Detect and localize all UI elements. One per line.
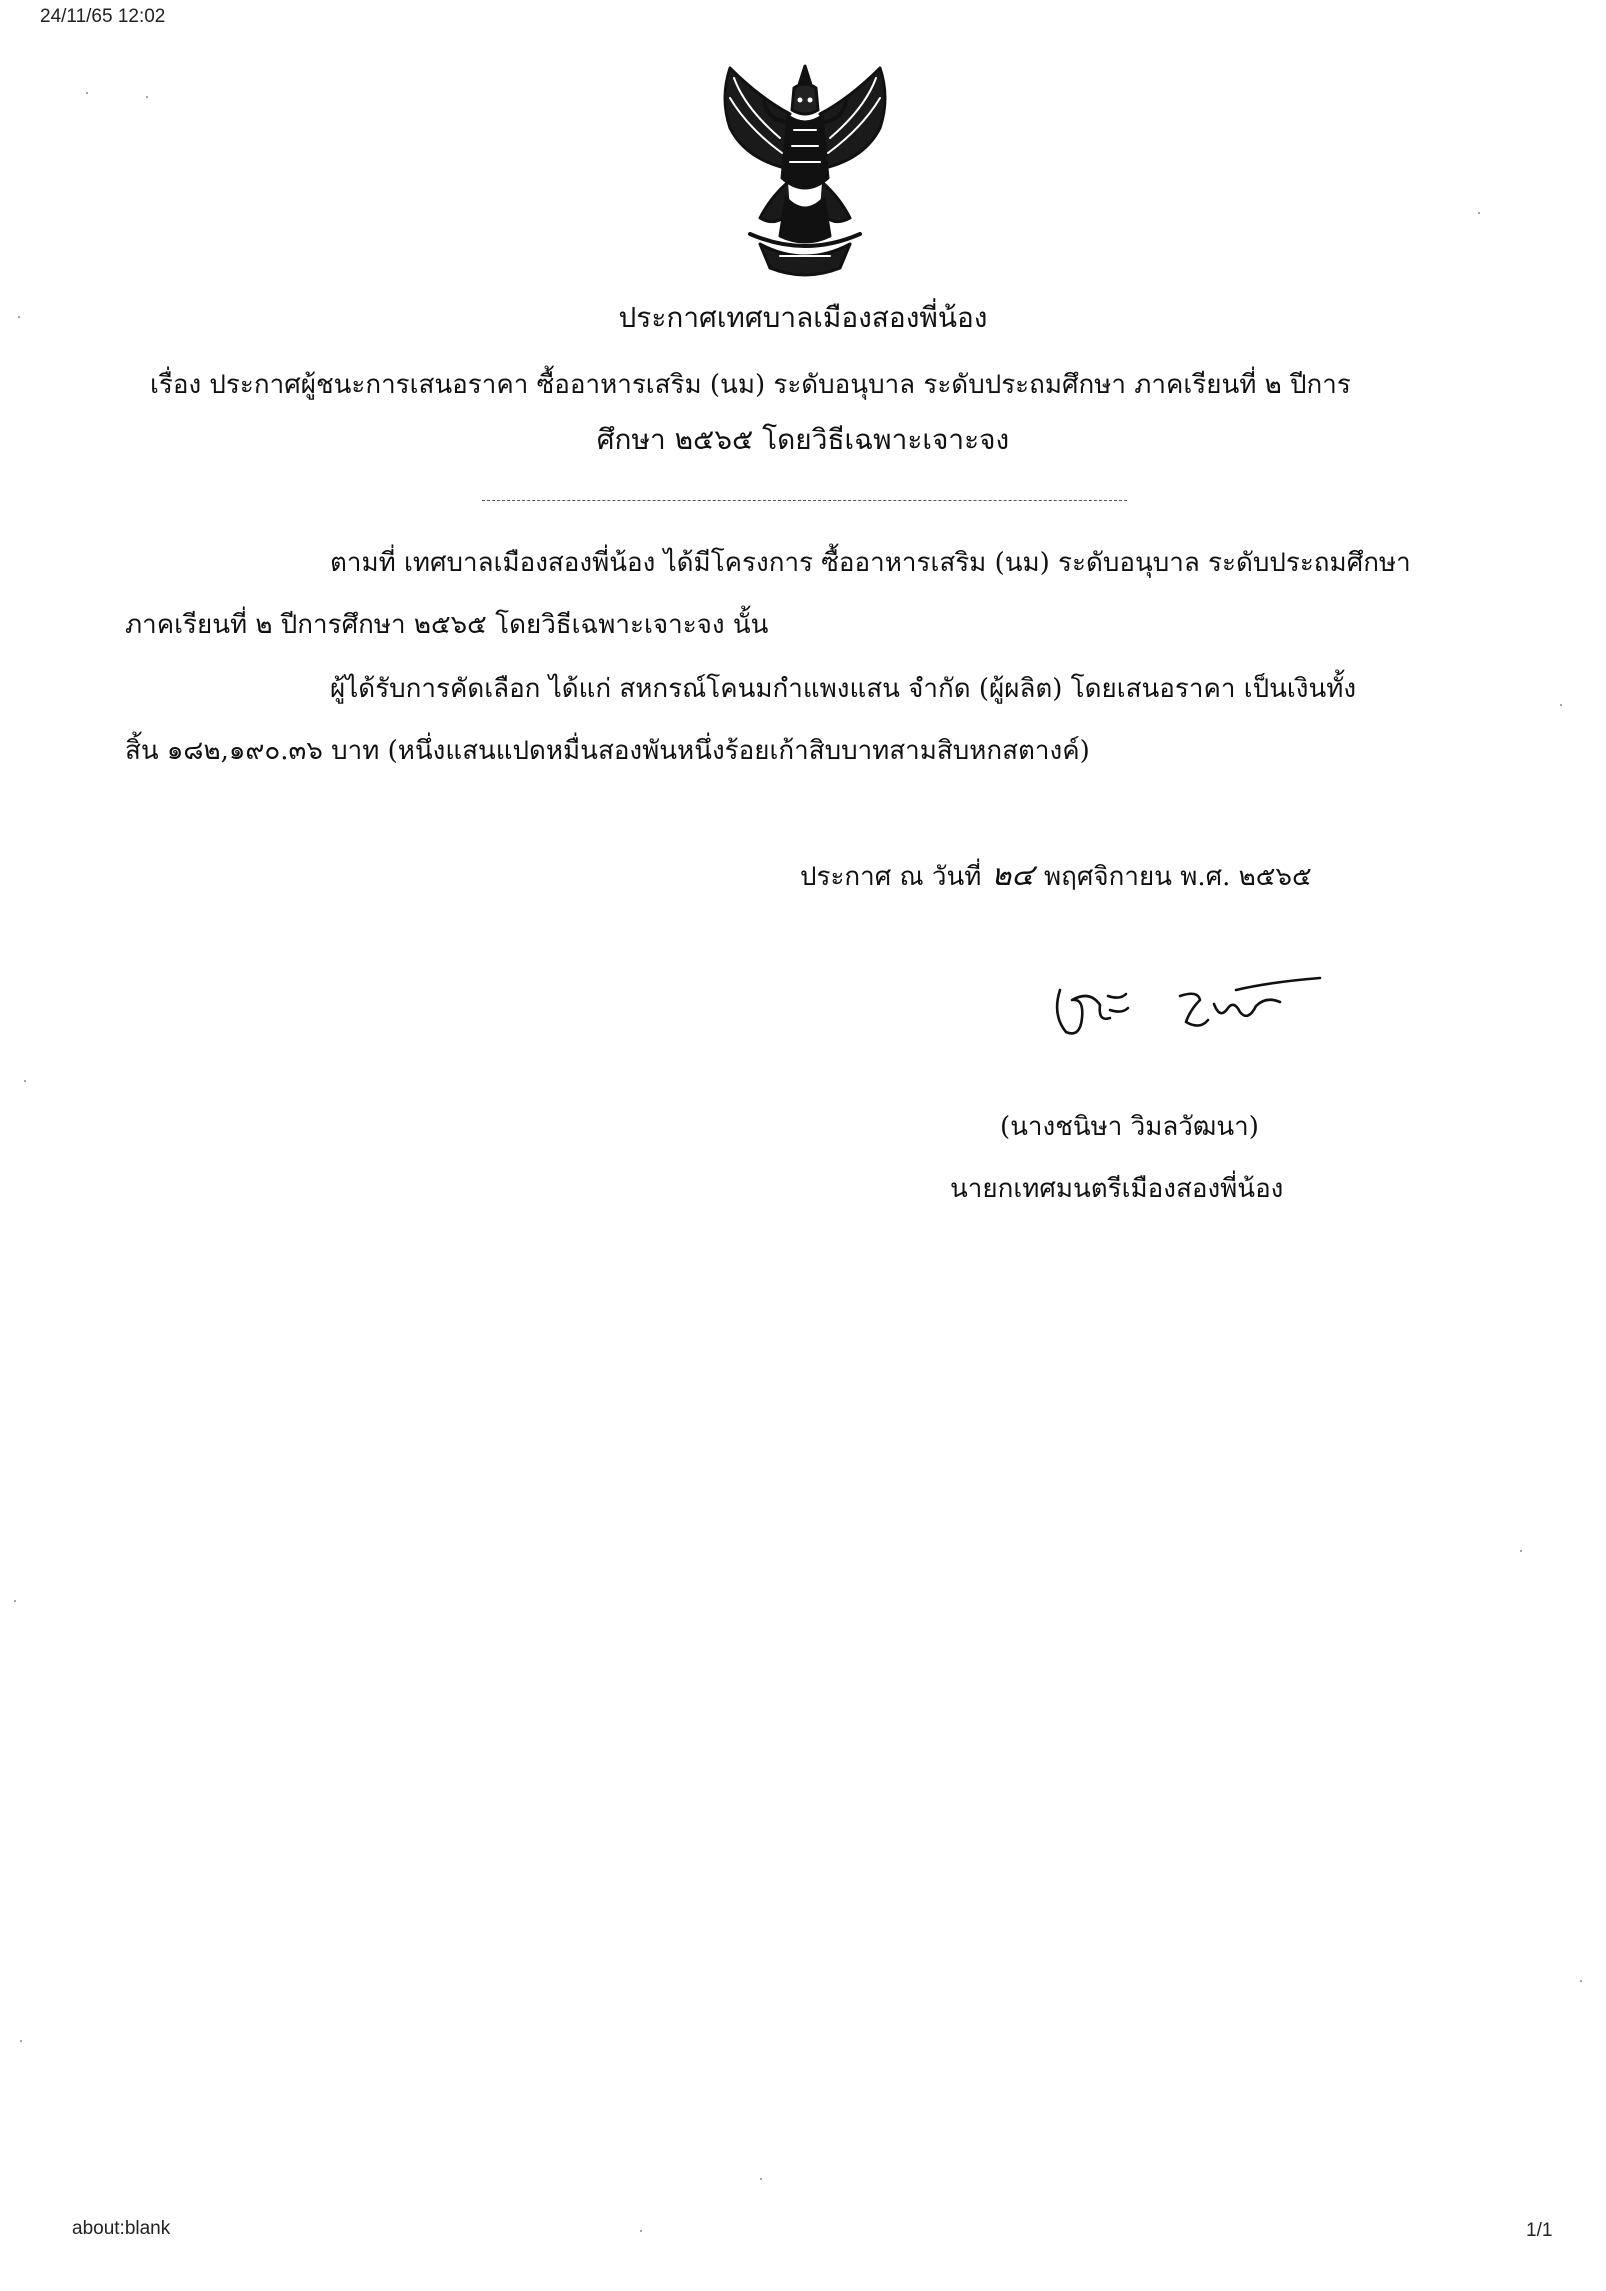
scan-speck (1478, 212, 1480, 214)
scan-speck (18, 316, 20, 318)
garuda-emblem-icon (690, 58, 920, 288)
print-footer-page: 1/1 (1526, 2220, 1553, 2241)
scan-speck (1520, 1550, 1522, 1552)
signer-position: นายกเทศมนตรีเมืองสองพี่น้อง (950, 1174, 1284, 1204)
print-timestamp: 24/11/65 12:02 (40, 6, 166, 27)
date-day-handwritten: ๒๔ (991, 858, 1034, 893)
scan-speck (1580, 1980, 1582, 1982)
date-prefix: ประกาศ ณ วันที่ (800, 862, 982, 892)
scan-speck (14, 1600, 16, 1602)
subject-line: เรื่อง ประกาศผู้ชนะการเสนอราคา ซื้ออาหารเสริม (นม) ระดับอนุบาล ระดับประถมศึกษา ภาคเรียนที่ ๒ ปีการ (150, 370, 1351, 400)
print-footer-url: about:blank (72, 2218, 171, 2239)
scan-speck (146, 96, 148, 98)
scan-speck (20, 2040, 22, 2042)
signer-name: (นางชนิษา วิมลวัฒนา) (1000, 1112, 1259, 1142)
date-month-year: พฤศจิกายน พ.ศ. ๒๕๖๕ (1043, 862, 1312, 892)
section-divider (482, 500, 1127, 501)
paragraph-2-line-1: ผู้ได้รับการคัดเลือก ได้แก่ สหกรณ์โคนมกำแพงแสน จำกัด (ผู้ผลิต) โดยเสนอราคา เป็นเงินทั้ง (330, 674, 1357, 704)
scan-speck (640, 2230, 642, 2232)
scan-speck (1560, 704, 1562, 706)
signature (1030, 960, 1330, 1050)
announcement-date (800, 852, 1312, 899)
paragraph-1-line-2: ภาคเรียนที่ ๒ ปีการศึกษา ๒๕๖๕ โดยวิธีเฉพาะเจาะจง นั้น (125, 610, 769, 640)
scan-speck (24, 1080, 26, 1082)
scan-speck (760, 2178, 762, 2180)
paragraph-1-line-1: ตามที่ เทศบาลเมืองสองพี่น้อง ได้มีโครงการ ซื้ออาหารเสริม (นม) ระดับอนุบาล ระดับประถมศึกษา (330, 548, 1411, 578)
paragraph-2-line-2: สิ้น ๑๘๒,๑๙๐.๓๖ บาท (หนึ่งแสนแปดหมื่นสองพันหนึ่งร้อยเก้าสิบบาทสามสิบหกสตางค์) (125, 736, 1090, 766)
document-title: ประกาศเทศบาลเมืองสองพี่น้อง (618, 301, 988, 334)
subject-line-continuation: ศึกษา ๒๕๖๕ โดยวิธีเฉพาะเจาะจง (596, 423, 1010, 456)
scan-speck (86, 92, 88, 94)
